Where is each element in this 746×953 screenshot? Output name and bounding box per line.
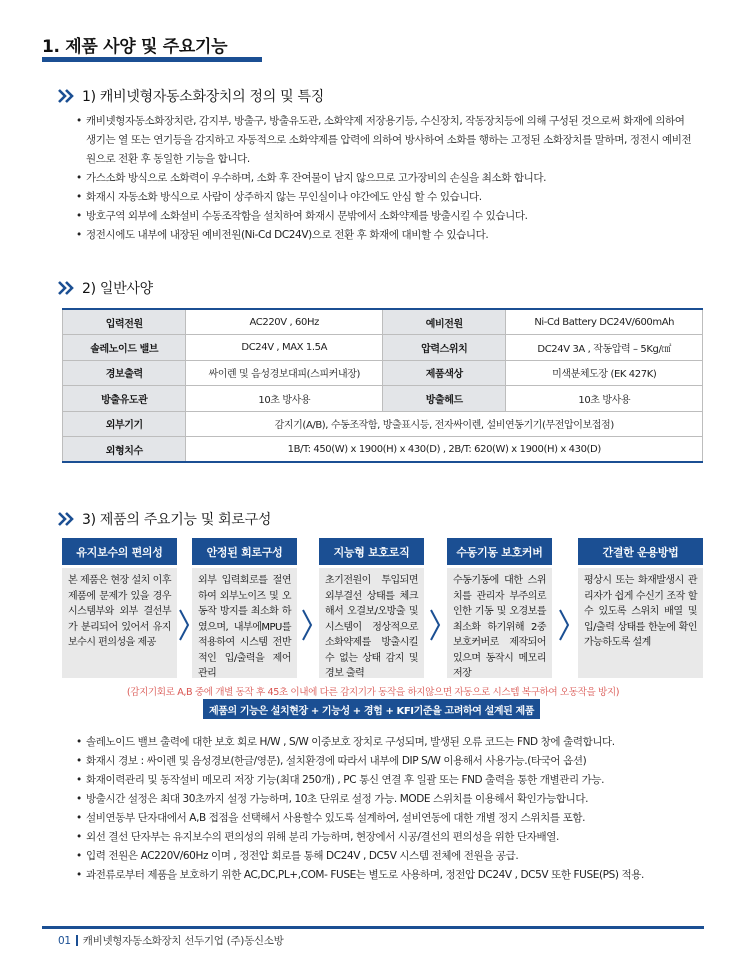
footer-divider — [76, 935, 78, 946]
table-row — [63, 360, 703, 386]
spec-value-cell: 미색분체도장 (EK 427K) — [506, 360, 703, 386]
double-chevron-icon — [58, 89, 76, 103]
feature-flow — [62, 538, 703, 678]
list-item: • 화재시 경보 : 싸이렌 및 음성경보(한글/영문), 설치환경에 따라서 내부에 DIP S/W 이용해서 사용가능.(타국어 옵션) — [76, 752, 696, 771]
spec-value-cell: 감지기(A/B), 수동조작함, 방출표시등, 전자싸이렌, 설비연동기기(무전압이보접점) — [186, 411, 703, 437]
spec-header-cell: 방출헤드 — [382, 386, 505, 412]
chevron-right-icon — [429, 608, 441, 642]
spec-header-cell: 방출유도관 — [63, 386, 186, 412]
spec-header-cell: 예비전원 — [382, 309, 505, 335]
table-row — [63, 335, 703, 361]
section-heading-definition — [58, 86, 324, 106]
title-underline — [42, 57, 262, 62]
function-bullet-list — [76, 733, 696, 885]
chevron-right-icon — [301, 608, 313, 642]
spec-header-cell: 압력스위치 — [382, 335, 505, 361]
list-item: • 방출시간 설정은 최대 30초까지 설정 가능하며, 10초 단위로 설정 가능. MODE 스위치를 이용해서 확인가능합니다. — [76, 790, 696, 809]
chevron-right-icon — [558, 608, 570, 642]
list-item: • 설비연동부 단자대에서 A,B 접점을 선택해서 사용할수 있도록 설계하여, 설비연동에 대한 개별 정지 스위치를 포함. — [76, 809, 696, 828]
spec-header-cell: 외부기기 — [63, 411, 186, 437]
table-row — [63, 437, 703, 463]
spec-value-cell: 1B/T: 450(W) x 1900(H) x 430(D) , 2B/T: 620(W) x 1900(H) x 430(D) — [186, 437, 703, 463]
spec-table — [62, 308, 703, 463]
spec-header-cell: 입력전원 — [63, 309, 186, 335]
list-item: • 가스소화 방식으로 소화력이 우수하며, 소화 후 잔여물이 남지 않으므로 고가장비의 손실을 최소화 합니다. — [76, 169, 696, 188]
table-row — [63, 309, 703, 335]
footer-rule — [42, 926, 704, 929]
feature-body: 외부 입력회로를 절연하여 외부노이즈 및 오동작 방지를 최소화 하였으며, 내부에MPU를 적용하여 시스템 전반적인 입/출력을 제어 관리 — [192, 568, 297, 678]
auto-recovery-note: (감지기회로 A,B 중에 개별 동작 후 45초 이내에 다른 감지기가 동작을 하지않으면 자동으로 시스템 복구하여 오동작을 방지) — [126, 687, 620, 698]
table-row — [63, 411, 703, 437]
section-heading-text: 1) 캐비넷형자동소화장치의 정의 및 특징 — [82, 89, 324, 105]
spec-value-cell: 10초 방사용 — [506, 386, 703, 412]
page-footer — [58, 933, 283, 948]
spec-value-cell: AC220V , 60Hz — [186, 309, 383, 335]
list-item: • 화재시 자동소화 방식으로 사람이 상주하지 않는 무인실이나 야간에도 안심 할 수 있습니다. — [76, 188, 696, 207]
section-heading-text: 2) 일반사양 — [82, 281, 153, 297]
design-banner: 제품의 기능은 설치현장 + 기능성 + 경험 + KFI기준을 고려하여 설계된 제품 — [203, 699, 540, 719]
list-item: • 입력 전원은 AC220V/60Hz 이며 , 정전압 회로를 통해 DC24V , DC5V 시스템 전체에 전원을 공급. — [76, 847, 696, 866]
page-number: 01 — [58, 934, 71, 947]
list-item: • 외선 결선 단자부는 유지보수의 편의성의 위해 분리 가능하며, 현장에서 시공/결선의 편의성을 위한 단자배열. — [76, 828, 696, 847]
chevron-right-icon — [178, 608, 190, 642]
spec-value-cell: Ni-Cd Battery DC24V/600mAh — [506, 309, 703, 335]
footer-company: 캐비넷형자동소화장치 선두기업 (주)동신소방 — [82, 935, 284, 947]
section-heading-features — [58, 509, 271, 529]
double-chevron-icon — [58, 281, 76, 295]
section-heading-text: 3) 제품의 주요기능 및 회로구성 — [82, 512, 272, 528]
page-title: 1. 제품 사양 및 주요기능 — [42, 37, 228, 57]
feature-title: 지능형 보호로직 — [319, 538, 424, 565]
section-heading-specs — [58, 278, 153, 298]
table-row — [63, 386, 703, 412]
feature-body: 본 제품은 현장 설치 이후 제품에 문제가 있을 경우 시스템부와 외부 결선부가 분리되어 있어서 유지보수시 편의성을 제공 — [62, 568, 177, 678]
feature-body: 초기전원이 투입되면 외부결선 상태를 체크해서 오결보/오방출 및 시스템이 정상적으로 소화약제를 방출시킬수 없는 상태 감지 및 경보 출력 — [319, 568, 424, 678]
feature-title: 수동기동 보호커버 — [447, 538, 552, 565]
double-chevron-icon — [58, 512, 76, 526]
feature-body: 수동기동에 대한 스위치를 관리자 부주의로 인한 기동 및 오경보를 최소화 하기위해 2중 보호커버로 제작되어 있으며 동작시 메모리저장 — [447, 568, 552, 678]
spec-header-cell: 외형치수 — [63, 437, 186, 463]
spec-header-cell: 솔레노이드 밸브 — [63, 335, 186, 361]
spec-value-cell: 싸이렌 및 음성경보대피(스피커내장) — [186, 360, 383, 386]
feature-title: 유지보수의 편의성 — [62, 538, 177, 565]
feature-title: 안정된 회로구성 — [192, 538, 297, 565]
spec-value-cell: DC24V , MAX 1.5A — [186, 335, 383, 361]
definition-bullet-list — [76, 112, 696, 245]
list-item: • 방호구역 외부에 소화설비 수동조작함을 설치하여 화재시 문밖에서 소화약제를 방출시킬 수 있습니다. — [76, 207, 696, 226]
spec-value-cell: 10초 방사용 — [186, 386, 383, 412]
spec-header-cell: 경보출력 — [63, 360, 186, 386]
spec-header-cell: 제품색상 — [382, 360, 505, 386]
feature-body: 평상시 또는 화재발생시 관리자가 쉽게 수신기 조작 할 수 있도록 스위치 배열 및 입/출력 상태를 한눈에 확인 가능하도록 설계 — [578, 568, 703, 678]
list-item: • 솔레노이드 밸브 출력에 대한 보호 회로 H/W , S/W 이중보호 장치로 구성되며, 발생된 오류 코드는 FND 창에 출력합니다. — [76, 733, 696, 752]
list-item: • 정전시에도 내부에 내장된 예비전원(Ni-Cd DC24V)으로 전환 후 화재에 대비할 수 있습니다. — [76, 226, 696, 245]
list-item: • 화재이력관리 및 동작설비 메모리 저장 기능(최대 250개) , PC 통신 연결 후 일괄 또는 FND 출력을 통한 개별관리 가능. — [76, 771, 696, 790]
list-item: • 캐비넷형자동소화장치란, 감지부, 방출구, 방출유도관, 소화약제 저장용기등, 수신장치, 작동장치등에 의해 구성된 것으로써 화재에 의하여 생기는 열 또는 연기등을 감지하고 자동적으로 소화약제를 압력에 의하여 방사하여 소화를 행하는 고정된 소화장치를 말하며, 정전시 예비전원으로 전환 후 동일한 기능을 합니다. — [76, 112, 696, 169]
feature-title: 간결한 운용방법 — [578, 538, 703, 565]
spec-value-cell: DC24V 3A , 작동압력 – 5Kg/㎠ — [506, 335, 703, 361]
list-item: • 과전류로부터 제품을 보호하기 위한 AC,DC,PL+,COM- FUSE는 별도로 사용하며, 정전압 DC24V , DC5V 또한 FUSE(PS) 적용. — [76, 866, 696, 885]
